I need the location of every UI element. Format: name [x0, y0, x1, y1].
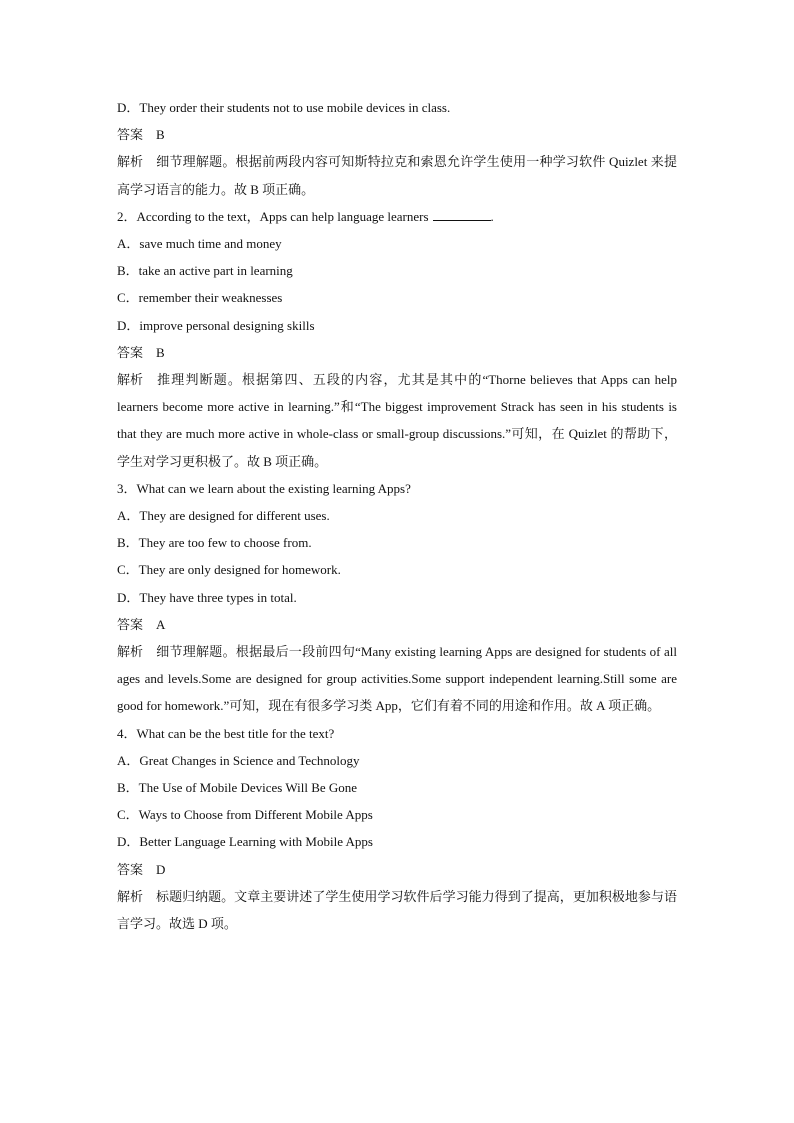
- question-text: 3．What can we learn about the existing learning Apps?: [117, 480, 411, 496]
- option-item: D．improve personal designing skills: [117, 317, 315, 333]
- analysis-text: 标题归纳题。文章主要讲述了学生使用学习软件后学习能力得到了提高，更加积极地参与语言学习。故选 D 项。: [117, 888, 677, 932]
- answer-line: [117, 121, 677, 148]
- analysis-text: 细节理解题。根据前两段内容可知斯特拉克和索恩允许学生使用一种学习软件 Quizlet 来提高学习语言的能力。故 B 项正确。: [117, 154, 677, 197]
- option-item: B．The Use of Mobile Devices Will Be Gone: [117, 780, 358, 796]
- analysis-paragraph: [117, 366, 677, 475]
- answer-blank: [433, 208, 491, 221]
- option-item: D．They have three types in total.: [117, 589, 297, 605]
- question-stem: [117, 720, 677, 747]
- analysis-label: 解析: [117, 888, 144, 904]
- answer-label: 答案: [117, 127, 144, 143]
- analysis-paragraph: [117, 148, 677, 202]
- answer-line: [117, 856, 677, 883]
- analysis-text: 推理判断题。根据第四、五段的内容，尤其是其中的“Thorne believes that Apps can help learners become more active in learning.”和“The biggest improvement Strack has seen in his students is that they are much more active in whole-class or small-group discussions.”可知，在 Quizlet 的帮助下，学生对学习更积极了。故 B 项正确。: [117, 372, 677, 469]
- option-item: C．Ways to Choose from Different Mobile Apps: [117, 807, 373, 823]
- analysis-label: 解析: [117, 644, 144, 660]
- analysis-paragraph: [117, 638, 677, 720]
- option-item: D．Better Language Learning with Mobile Apps: [117, 834, 373, 850]
- answer-value: B: [156, 127, 165, 143]
- option-item: C．remember their weaknesses: [117, 290, 283, 306]
- option-item: B．take an active part in learning: [117, 263, 293, 279]
- question-stem: [117, 475, 677, 502]
- answer-label: 答案: [117, 344, 144, 360]
- answer-line: [117, 611, 677, 638]
- answer-label: 答案: [117, 861, 144, 877]
- question-text: 4．What can be the best title for the text?: [117, 725, 335, 741]
- option-item: A．They are designed for different uses.: [117, 508, 330, 524]
- answer-value: D: [156, 861, 166, 877]
- analysis-text: 细节理解题。根据最后一段前四句“Many existing learning Apps are designed for students of all ages and levels.Some are designed for group activities.Some support independent learning.Still some are good for homework.”可知，现在有很多学习类 App，它们有着不同的用途和作用。故 A 项正确。: [117, 644, 677, 714]
- option-item: A．save much time and money: [117, 236, 282, 252]
- question-stem: [117, 203, 677, 230]
- answer-value: A: [156, 616, 166, 632]
- option-item: C．They are only designed for homework.: [117, 562, 341, 578]
- answer-line: [117, 339, 677, 366]
- answer-value: B: [156, 344, 165, 360]
- answer-label: 答案: [117, 616, 144, 632]
- analysis-label: 解析: [117, 372, 144, 388]
- question-suffix: .: [490, 208, 494, 224]
- analysis-paragraph: [117, 883, 677, 937]
- analysis-label: 解析: [117, 154, 144, 170]
- option-item: A．Great Changes in Science and Technology: [117, 752, 360, 768]
- worksheet-content: [117, 94, 677, 937]
- question-text: 2．According to the text，Apps can help language learners: [117, 208, 429, 224]
- option-item: B．They are too few to choose from.: [117, 535, 312, 551]
- option-item: D．They order their students not to use mobile devices in class.: [117, 100, 451, 115]
